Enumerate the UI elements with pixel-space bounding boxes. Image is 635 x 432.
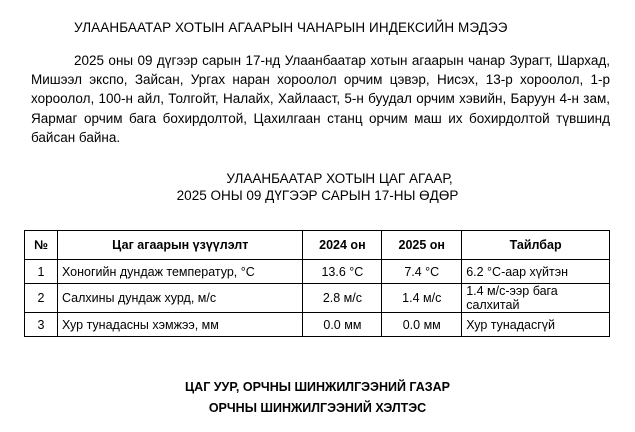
row-indicator: Хур тунадасны хэмжээ, мм	[57, 313, 303, 337]
row-indicator: Хоногийн дундаж температур, °C	[57, 260, 303, 284]
row-note: Хур тунадасгүй	[462, 313, 610, 337]
header-number: №	[25, 231, 58, 260]
row-number: 1	[25, 260, 58, 284]
air-quality-paragraph: 2025 оны 09 дүгээр сарын 17-нд Улаанбаатар хотын агаарын чанар Зурагт, Шархад, Мишээл экспо, Зайсан, Ургах наран хороолол орчим цэвэр, Нисэх, 13-р хороолол, 1-р хороолол, 100-н айл, Толгойт, Налайх, Хайлааст, 5-н буудал орчим хэвийн, Баруун 4-н зам, Яармаг орчим бага бохирдолтой, Цахилгаан станц орчим маш их бохирдолтой түвшинд байсан байна.	[31, 53, 610, 145]
weather-subtitle-line2: 2025 ОНЫ 09 ДҮГЭЭР САРЫН 17-НЫ ӨДӨР	[176, 188, 459, 203]
row-value-2025: 1.4 м/с	[382, 284, 462, 313]
header-note: Тайлбар	[462, 231, 610, 260]
weather-table	[24, 230, 610, 337]
row-value-2025: 0.0 мм	[382, 313, 462, 337]
row-number: 2	[25, 284, 58, 313]
table-row	[25, 260, 610, 284]
footer-division: ОРЧНЫ ШИНЖИЛГЭЭНИЙ ХЭЛТЭС	[208, 401, 427, 415]
row-number: 3	[25, 313, 58, 337]
table-header-row	[25, 231, 610, 260]
row-indicator: Салхины дундаж хурд, м/с	[57, 284, 303, 313]
row-value-2024: 13.6 °C	[303, 260, 382, 284]
weather-subtitle-line1: УЛААНБААТАР ХОТЫН ЦАГ АГААР,	[226, 171, 453, 186]
row-value-2024: 0.0 мм	[303, 313, 382, 337]
document-title: УЛААНБААТАР ХОТЫН АГААРЫН ЧАНАРЫН ИНДЕКСИЙН МЭДЭЭ	[74, 20, 508, 35]
row-value-2024: 2.8 м/с	[303, 284, 382, 313]
row-value-2025: 7.4 °C	[382, 260, 462, 284]
table-row	[25, 284, 610, 313]
footer-department: ЦАГ УУР, ОРЧНЫ ШИНЖИЛГЭЭНИЙ ГАЗАР	[185, 380, 450, 394]
header-2025: 2025 он	[382, 231, 462, 260]
header-2024: 2024 он	[303, 231, 382, 260]
table-row	[25, 313, 610, 337]
row-note: 1.4 м/с-ээр бага салхитай	[462, 284, 610, 313]
header-indicator: Цаг агаарын үзүүлэлт	[57, 231, 303, 260]
row-note: 6.2 °C-аар хүйтэн	[462, 260, 610, 284]
